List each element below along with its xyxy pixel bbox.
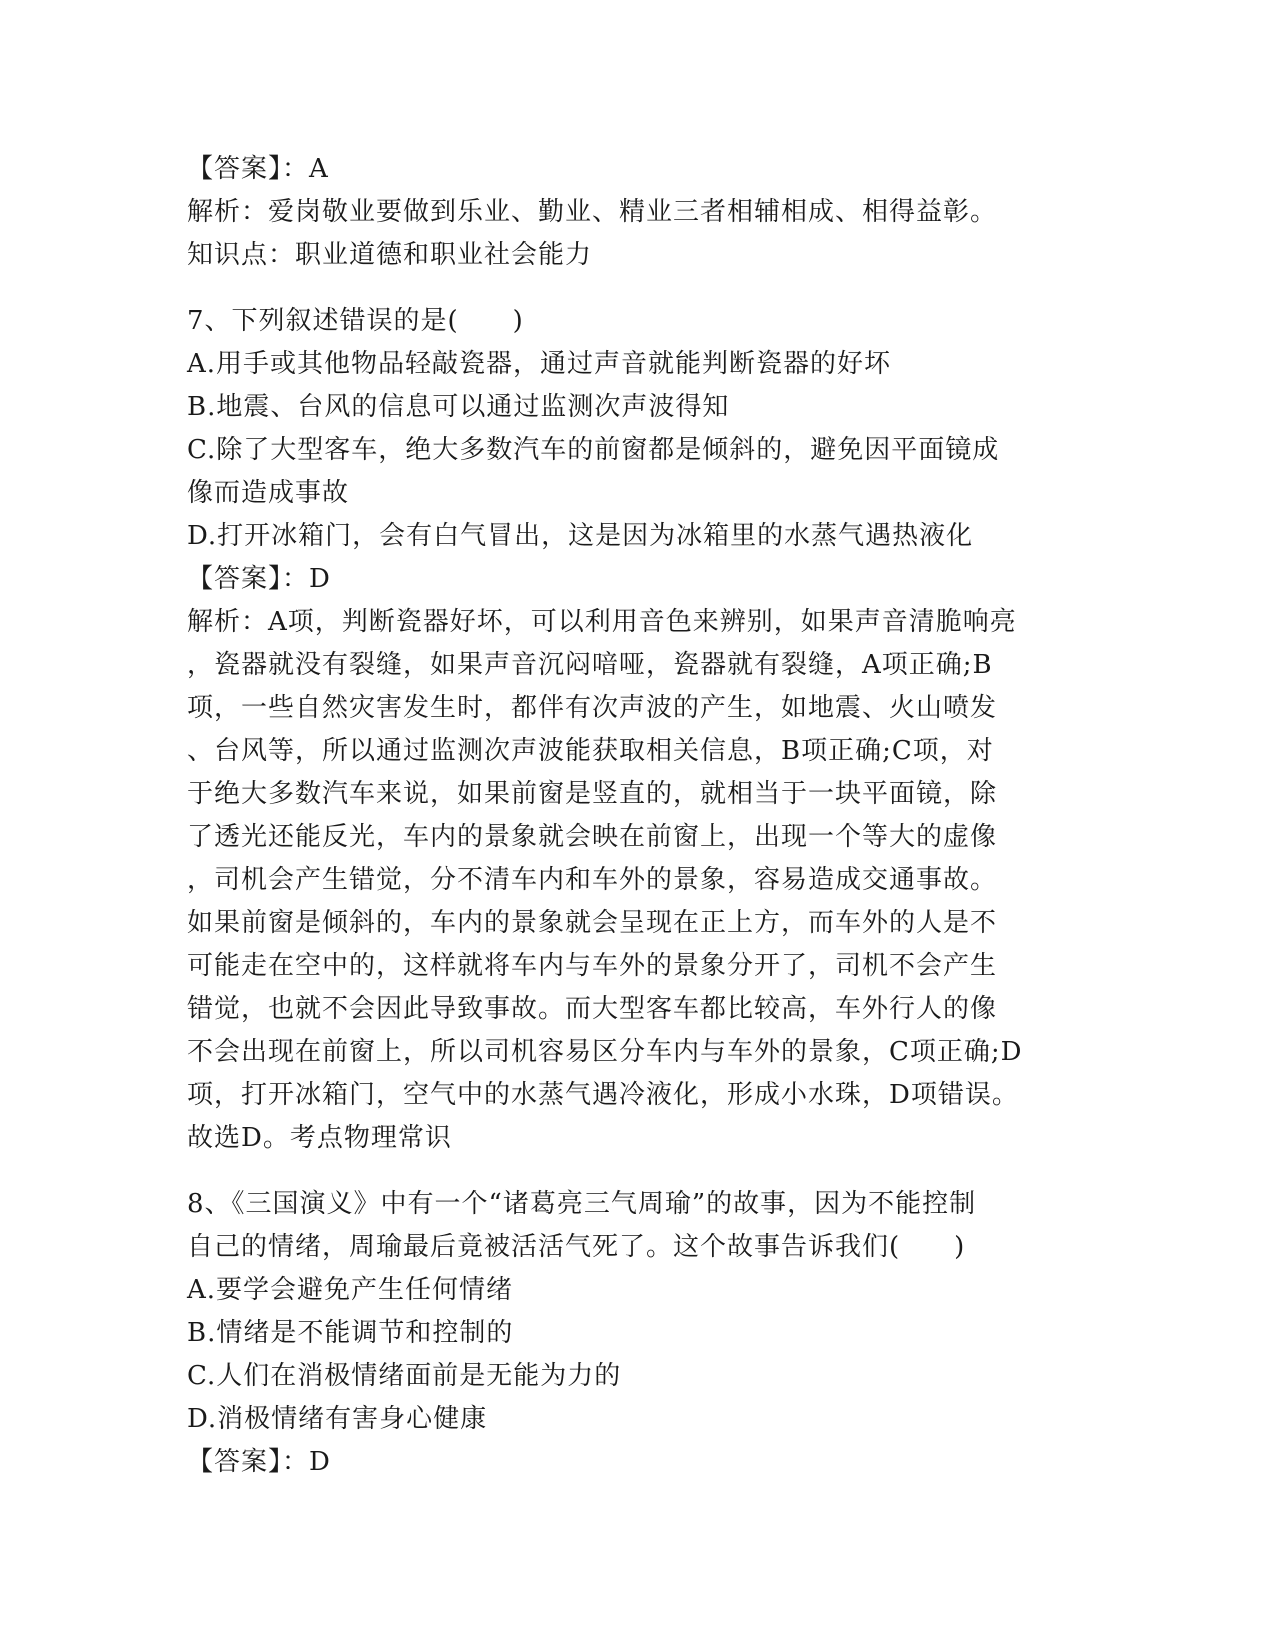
answer-line: 【答案】：A: [187, 154, 329, 184]
option-a: A.用手或其他物品轻敲瓷器，通过声音就能判断瓷器的好坏: [187, 349, 892, 379]
option-b: B.地震、台风的信息可以通过监测次声波得知: [187, 392, 730, 422]
option-c-continued: 像而造成事故: [187, 478, 350, 508]
analysis-line: 故选D。考点物理常识: [187, 1123, 452, 1153]
option-a: A.要学会避免产生任何情绪: [187, 1275, 514, 1305]
analysis-line: 于绝大多数汽车来说，如果前窗是竖直的，就相当于一块平面镜，除: [187, 779, 998, 809]
knowledge-point-line: 知识点：职业道德和职业社会能力: [187, 240, 593, 270]
analysis-line: 项，一些自然灾害发生时，都伴有次声波的产生，如地震、火山喷发: [187, 693, 998, 723]
analysis-line: 解析：A项，判断瓷器好坏，可以利用音色来辨别，如果声音清脆响亮: [187, 607, 1017, 637]
option-d: D.消极情绪有害身心健康: [187, 1404, 488, 1434]
analysis-line: ，司机会产生错觉，分不清车内和车外的景象，容易造成交通事故。: [187, 865, 998, 895]
analysis-line: 了透光还能反光，车内的景象就会映在前窗上，出现一个等大的虚像: [187, 822, 998, 852]
previous-question-tail: [187, 148, 1087, 277]
option-c: C.人们在消极情绪面前是无能为力的: [187, 1361, 622, 1391]
answer-line: 【答案】：D: [187, 1447, 331, 1477]
question-stem: 7、下列叙述错误的是( ): [187, 306, 524, 336]
analysis-line: 项，打开冰箱门，空气中的水蒸气遇冷液化，形成小水珠，D项错误。: [187, 1080, 1019, 1110]
analysis-line: 错觉，也就不会因此导致事故。而大型客车都比较高，车外行人的像: [187, 994, 998, 1024]
question-stem-continued: 自己的情绪，周瑜最后竟被活活气死了。这个故事告诉我们( ): [187, 1232, 966, 1262]
analysis-line: 解析：爱岗敬业要做到乐业、勤业、精业三者相辅相成、相得益彰。: [187, 197, 998, 227]
option-b: B.情绪是不能调节和控制的: [187, 1318, 514, 1348]
analysis-line: ，瓷器就没有裂缝，如果声音沉闷喑哑，瓷器就有裂缝，A项正确;B: [187, 650, 993, 680]
document-page: [187, 148, 1087, 1484]
analysis-line: 可能走在空中的，这样就将车内与车外的景象分开了，司机不会产生: [187, 951, 998, 981]
analysis-line: 、台风等，所以通过监测次声波能获取相关信息，B项正确;C项，对: [187, 736, 994, 766]
option-d: D.打开冰箱门，会有白气冒出，这是因为冰箱里的水蒸气遇热液化: [187, 521, 974, 551]
question-8: [187, 1183, 1087, 1484]
answer-line: 【答案】：D: [187, 564, 331, 594]
analysis-line: 不会出现在前窗上，所以司机容易区分车内与车外的景象，C项正确;D: [187, 1037, 1023, 1067]
analysis-line: 如果前窗是倾斜的，车内的景象就会呈现在正上方，而车外的人是不: [187, 908, 998, 938]
question-stem: 8、《三国演义》中有一个“诸葛亮三气周瑜”的故事，因为不能控制: [187, 1189, 977, 1219]
option-c: C.除了大型客车，绝大多数汽车的前窗都是倾斜的，避免因平面镜成: [187, 435, 1000, 465]
question-7: [187, 300, 1087, 1160]
